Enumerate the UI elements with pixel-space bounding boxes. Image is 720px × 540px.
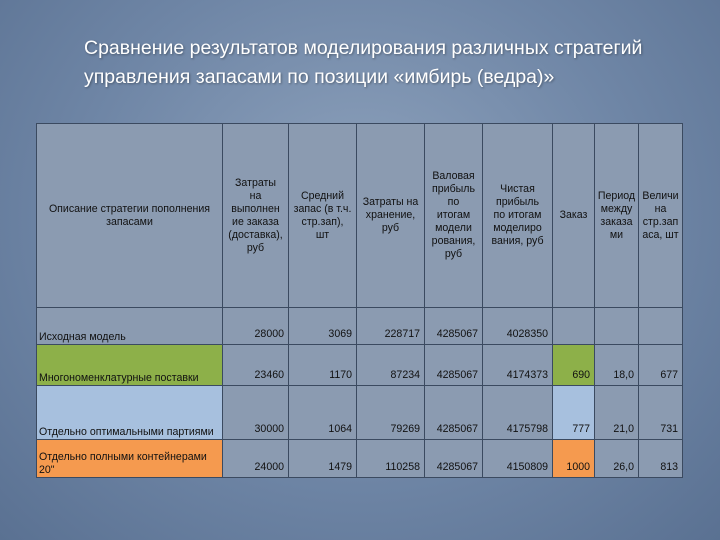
cell: 1064 xyxy=(289,386,357,440)
cell xyxy=(639,308,683,345)
cell: 87234 xyxy=(357,345,425,386)
header-cell: Период между заказа ми xyxy=(595,124,639,308)
comparison-table xyxy=(36,123,683,478)
cell: 677 xyxy=(639,345,683,386)
order-cell: 777 xyxy=(553,386,595,440)
cell: 731 xyxy=(639,386,683,440)
cell: 4285067 xyxy=(425,440,483,478)
header-cell: Затраты на выполнен ие заказа (доставка), руб xyxy=(223,124,289,308)
header-cell: Величи на стр.зап аса, шт xyxy=(639,124,683,308)
strategy-name: Многономенклатурные поставки xyxy=(37,345,223,386)
strategy-name: Отдельно оптимальными партиями xyxy=(37,386,223,440)
cell: 110258 xyxy=(357,440,425,478)
cell: 24000 xyxy=(223,440,289,478)
cell: 21,0 xyxy=(595,386,639,440)
cell: 3069 xyxy=(289,308,357,345)
order-cell: 1000 xyxy=(553,440,595,478)
strategy-name: Отдельно полными контейнерами 20" xyxy=(37,440,223,478)
cell: 4285067 xyxy=(425,386,483,440)
header-cell: Описание стратегии пополнения запасами xyxy=(37,124,223,308)
cell: 4028350 xyxy=(483,308,553,345)
cell: 4150809 xyxy=(483,440,553,478)
header-cell: Средний запас (в т.ч. стр.зап), шт xyxy=(289,124,357,308)
cell: 228717 xyxy=(357,308,425,345)
header-row xyxy=(37,124,683,308)
cell: 813 xyxy=(639,440,683,478)
header-cell: Затраты на хранение, руб xyxy=(357,124,425,308)
cell: 28000 xyxy=(223,308,289,345)
header-cell: Валовая прибыль по итогам модели рования, руб xyxy=(425,124,483,308)
slide-title: Сравнение результатов моделирования различных стратегий управления запасами по позиции «имбирь (ведра)» xyxy=(84,37,643,88)
cell: 4174373 xyxy=(483,345,553,386)
cell xyxy=(595,308,639,345)
cell: 1170 xyxy=(289,345,357,386)
cell: 30000 xyxy=(223,386,289,440)
cell: 26,0 xyxy=(595,440,639,478)
cell: 4175798 xyxy=(483,386,553,440)
table-row xyxy=(37,386,683,440)
header-cell: Заказ xyxy=(553,124,595,308)
order-cell: 690 xyxy=(553,345,595,386)
cell: 4285067 xyxy=(425,308,483,345)
table-row xyxy=(37,308,683,345)
cell: 4285067 xyxy=(425,345,483,386)
cell: 79269 xyxy=(357,386,425,440)
cell: 23460 xyxy=(223,345,289,386)
cell xyxy=(553,308,595,345)
cell: 18,0 xyxy=(595,345,639,386)
table-row xyxy=(37,345,683,386)
strategy-name: Исходная модель xyxy=(37,308,223,345)
header-cell: Чистая прибыль по итогам моделиро вания, руб xyxy=(483,124,553,308)
table-row xyxy=(37,440,683,478)
cell: 1479 xyxy=(289,440,357,478)
